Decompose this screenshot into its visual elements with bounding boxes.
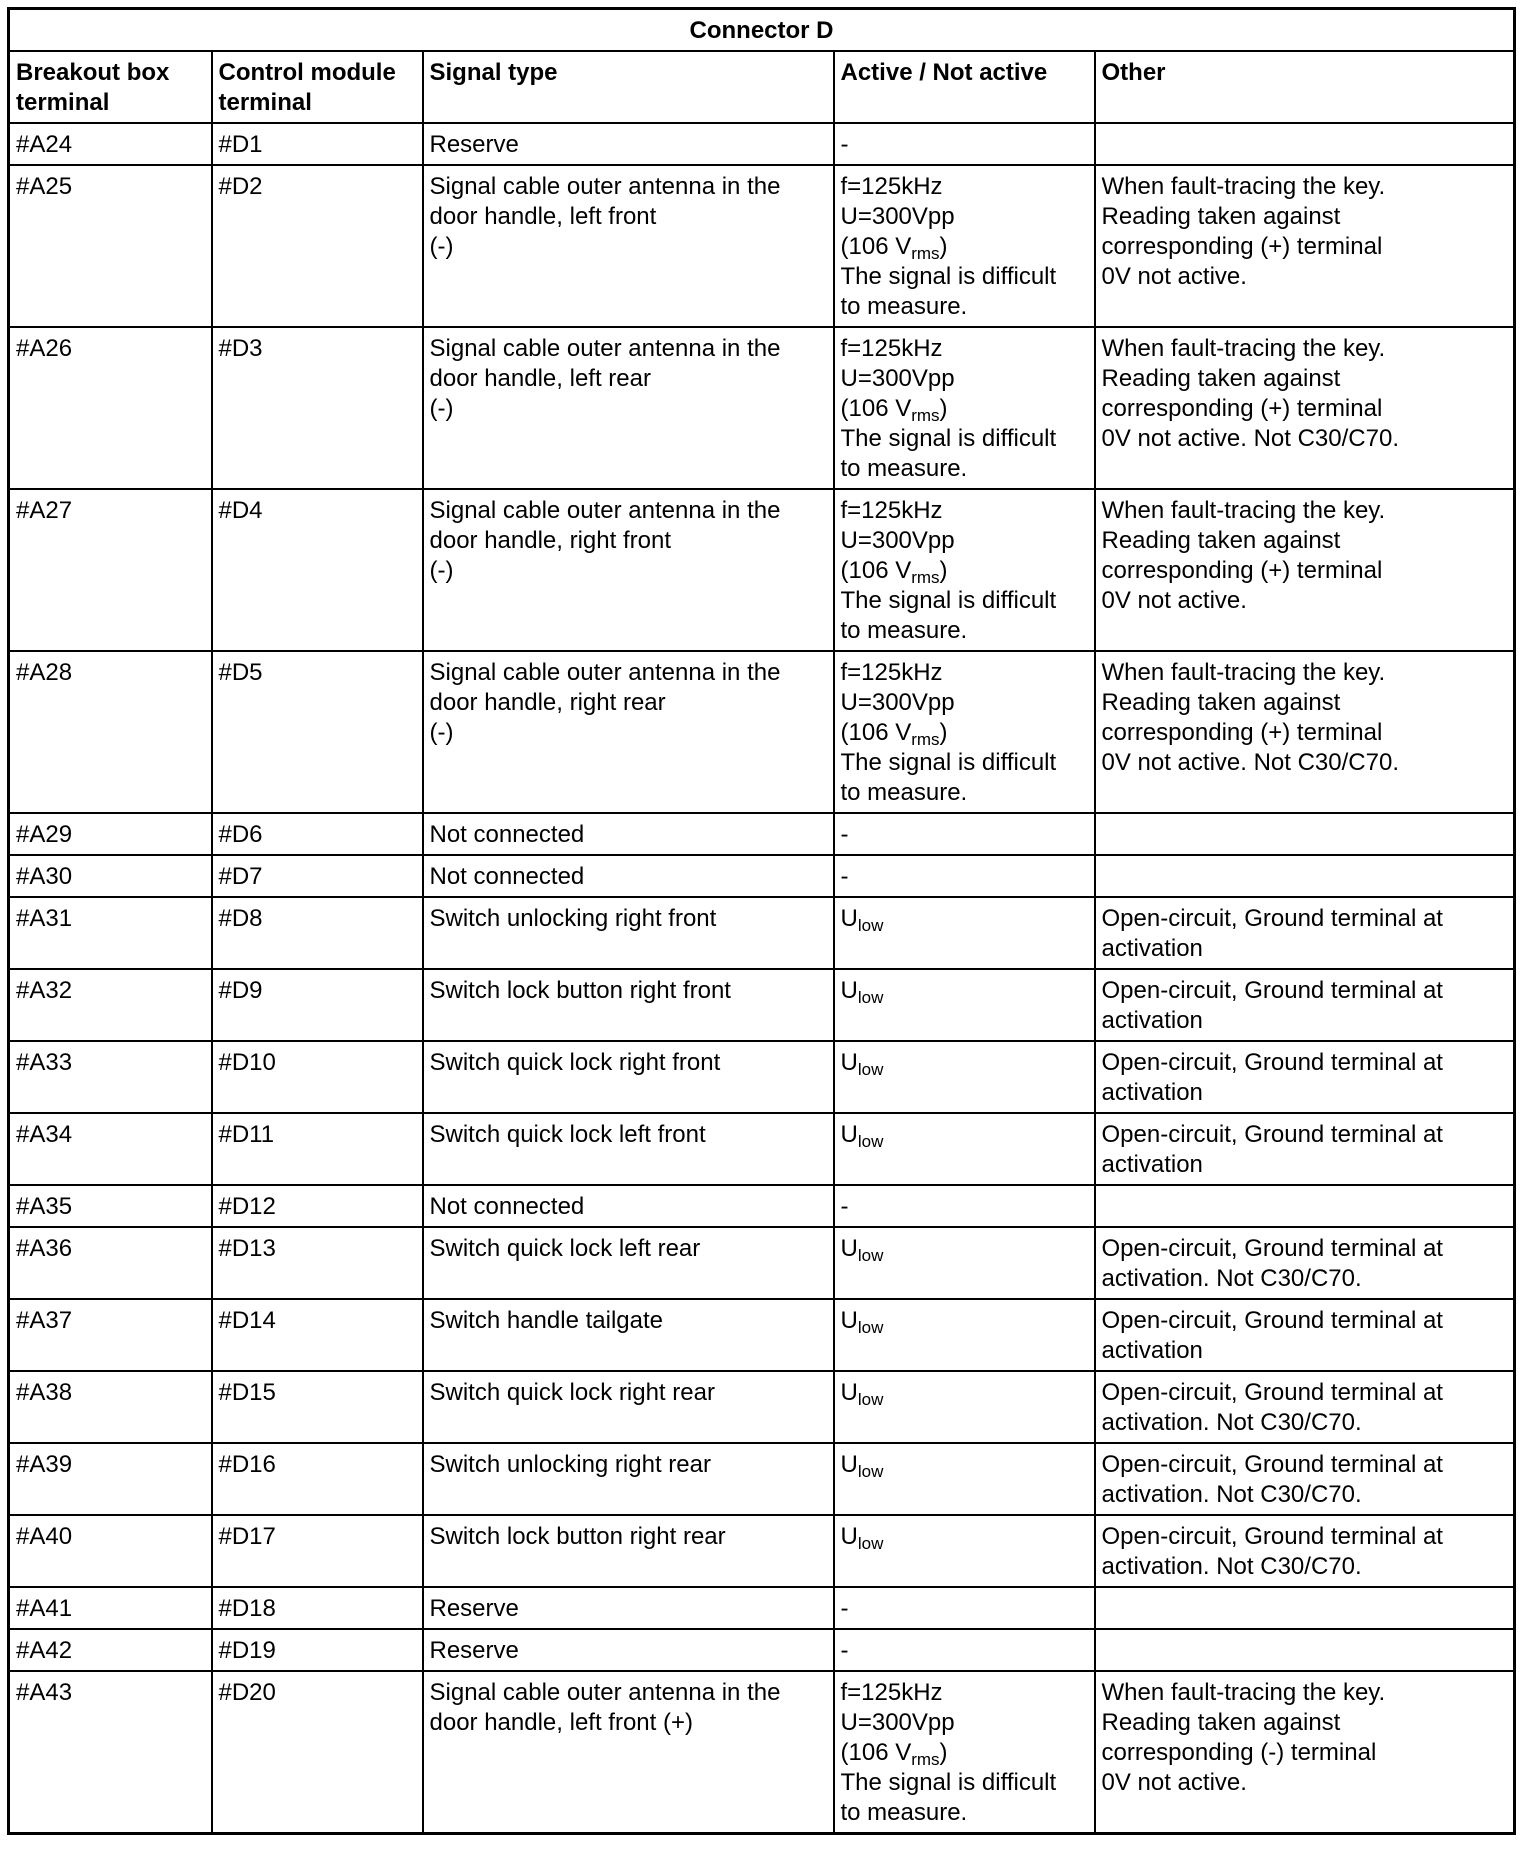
active-rms-line xyxy=(841,232,1088,262)
active-voltage-subscript: low xyxy=(857,1132,884,1151)
active-rms-subscript: rms xyxy=(911,244,940,263)
control-module-terminal: #D10 xyxy=(212,1041,423,1113)
active-state xyxy=(834,897,1095,969)
table-row xyxy=(9,1041,1515,1113)
active-state: - xyxy=(834,1185,1095,1227)
breakout-box-terminal: #A32 xyxy=(9,969,212,1041)
table-row xyxy=(9,1227,1515,1299)
table-row xyxy=(9,327,1515,489)
active-rms-close: ) xyxy=(939,1739,948,1766)
control-module-terminal: #D6 xyxy=(212,813,423,855)
other-notes: When fault-tracing the key. Reading taken against corresponding (+) terminal 0V not active. Not C30/C70. xyxy=(1095,651,1515,813)
signal-type: Signal cable outer antenna in the door handle, right rear (-) xyxy=(423,651,834,813)
signal-type: Not connected xyxy=(423,813,834,855)
signal-type: Not connected xyxy=(423,1185,834,1227)
other-notes: When fault-tracing the key. Reading taken against corresponding (-) terminal 0V not active. xyxy=(1095,1671,1515,1834)
signal-type: Signal cable outer antenna in the door handle, left rear (-) xyxy=(423,327,834,489)
active-line: to measure. xyxy=(840,617,968,644)
active-line: The signal is difficult xyxy=(840,263,1057,290)
table-row xyxy=(9,1185,1515,1227)
other-notes xyxy=(1095,123,1515,165)
active-voltage-subscript: low xyxy=(857,1060,884,1079)
breakout-box-terminal: #A34 xyxy=(9,1113,212,1185)
control-module-terminal: #D5 xyxy=(212,651,423,813)
active-rms-subscript: rms xyxy=(911,730,940,749)
active-rms-close: ) xyxy=(939,233,948,260)
active-voltage-subscript: low xyxy=(857,1390,884,1409)
active-state xyxy=(834,1371,1095,1443)
other-notes: Open-circuit, Ground terminal at activation xyxy=(1095,969,1515,1041)
active-line: The signal is difficult xyxy=(840,1769,1057,1796)
table-row xyxy=(9,165,1515,327)
signal-type: Switch quick lock right front xyxy=(423,1041,834,1113)
breakout-box-terminal: #A36 xyxy=(9,1227,212,1299)
breakout-box-terminal: #A39 xyxy=(9,1443,212,1515)
active-state: - xyxy=(834,813,1095,855)
active-state: - xyxy=(834,123,1095,165)
active-state xyxy=(834,1113,1095,1185)
table-row xyxy=(9,123,1515,165)
breakout-box-terminal: #A33 xyxy=(9,1041,212,1113)
breakout-box-terminal: #A24 xyxy=(9,123,212,165)
breakout-box-terminal: #A29 xyxy=(9,813,212,855)
connector-d-table xyxy=(7,7,1516,1835)
other-notes: Open-circuit, Ground terminal at activation. Not C30/C70. xyxy=(1095,1515,1515,1587)
active-voltage: U xyxy=(840,1049,858,1076)
active-voltage-subscript: low xyxy=(857,1534,884,1553)
other-notes: When fault-tracing the key. Reading taken against corresponding (+) terminal 0V not active. xyxy=(1095,489,1515,651)
active-voltage: U xyxy=(840,1235,858,1262)
active-voltage-subscript: low xyxy=(857,1318,884,1337)
active-rms-close: ) xyxy=(939,395,948,422)
active-state: - xyxy=(834,1587,1095,1629)
breakout-box-terminal: #A38 xyxy=(9,1371,212,1443)
table-row xyxy=(9,969,1515,1041)
signal-type: Switch unlocking right rear xyxy=(423,1443,834,1515)
control-module-terminal: #D9 xyxy=(212,969,423,1041)
breakout-box-terminal: #A28 xyxy=(9,651,212,813)
control-module-terminal: #D16 xyxy=(212,1443,423,1515)
active-rms-close: ) xyxy=(939,719,948,746)
active-voltage: U xyxy=(840,1523,858,1550)
column-header-control-module: Control module terminal xyxy=(212,51,423,123)
signal-type: Switch quick lock left front xyxy=(423,1113,834,1185)
active-rms-subscript: rms xyxy=(911,406,940,425)
active-rms-close: ) xyxy=(939,557,948,584)
other-notes: When fault-tracing the key. Reading taken against corresponding (+) terminal 0V not active. xyxy=(1095,165,1515,327)
control-module-terminal: #D18 xyxy=(212,1587,423,1629)
table-row xyxy=(9,651,1515,813)
active-rms-line xyxy=(841,1738,1088,1768)
table-row xyxy=(9,1515,1515,1587)
signal-type: Reserve xyxy=(423,1629,834,1671)
active-state xyxy=(834,1041,1095,1113)
active-line: to measure. xyxy=(840,455,968,482)
column-header-other: Other xyxy=(1095,51,1515,123)
active-line: The signal is difficult xyxy=(840,425,1057,452)
active-voltage: U xyxy=(840,1379,858,1406)
active-state xyxy=(834,489,1095,651)
active-line: f=125kHz xyxy=(840,335,943,362)
table-row xyxy=(9,1671,1515,1834)
signal-type: Switch handle tailgate xyxy=(423,1299,834,1371)
active-state xyxy=(834,969,1095,1041)
other-notes: When fault-tracing the key. Reading taken against corresponding (+) terminal 0V not active. Not C30/C70. xyxy=(1095,327,1515,489)
signal-type: Signal cable outer antenna in the door handle, right front (-) xyxy=(423,489,834,651)
breakout-box-terminal: #A41 xyxy=(9,1587,212,1629)
control-module-terminal: #D15 xyxy=(212,1371,423,1443)
other-notes xyxy=(1095,1587,1515,1629)
header-row xyxy=(9,51,1515,123)
control-module-terminal: #D3 xyxy=(212,327,423,489)
other-notes: Open-circuit, Ground terminal at activation. Not C30/C70. xyxy=(1095,1227,1515,1299)
other-notes xyxy=(1095,813,1515,855)
other-notes xyxy=(1095,855,1515,897)
control-module-terminal: #D13 xyxy=(212,1227,423,1299)
other-notes: Open-circuit, Ground terminal at activation. Not C30/C70. xyxy=(1095,1371,1515,1443)
signal-type: Signal cable outer antenna in the door handle, left front (+) xyxy=(423,1671,834,1834)
control-module-terminal: #D1 xyxy=(212,123,423,165)
active-line: U=300Vpp xyxy=(840,365,955,392)
active-rms-line xyxy=(841,718,1088,748)
table-body xyxy=(9,123,1515,1834)
active-state xyxy=(834,1515,1095,1587)
other-notes: Open-circuit, Ground terminal at activation xyxy=(1095,1299,1515,1371)
active-line: U=300Vpp xyxy=(840,203,955,230)
control-module-terminal: #D12 xyxy=(212,1185,423,1227)
table-row xyxy=(9,1587,1515,1629)
table-row xyxy=(9,489,1515,651)
active-state xyxy=(834,1443,1095,1515)
active-rms-value: (106 V xyxy=(840,395,912,422)
signal-type: Reserve xyxy=(423,123,834,165)
caption-row xyxy=(9,9,1515,52)
active-rms-value: (106 V xyxy=(840,1739,912,1766)
breakout-box-terminal: #A27 xyxy=(9,489,212,651)
breakout-box-terminal: #A30 xyxy=(9,855,212,897)
table-row xyxy=(9,1299,1515,1371)
breakout-box-terminal: #A26 xyxy=(9,327,212,489)
control-module-terminal: #D19 xyxy=(212,1629,423,1671)
other-notes: Open-circuit, Ground terminal at activation. Not C30/C70. xyxy=(1095,1443,1515,1515)
signal-type: Signal cable outer antenna in the door handle, left front (-) xyxy=(423,165,834,327)
control-module-terminal: #D14 xyxy=(212,1299,423,1371)
column-header-signal-type: Signal type xyxy=(423,51,834,123)
signal-type: Switch lock button right front xyxy=(423,969,834,1041)
active-state xyxy=(834,1227,1095,1299)
active-line: The signal is difficult xyxy=(840,749,1057,776)
active-line: to measure. xyxy=(840,779,968,806)
control-module-terminal: #D2 xyxy=(212,165,423,327)
signal-type: Not connected xyxy=(423,855,834,897)
table-row xyxy=(9,897,1515,969)
breakout-box-terminal: #A42 xyxy=(9,1629,212,1671)
active-line: U=300Vpp xyxy=(840,1709,955,1736)
control-module-terminal: #D4 xyxy=(212,489,423,651)
active-state xyxy=(834,1299,1095,1371)
active-voltage: U xyxy=(840,977,858,1004)
active-voltage: U xyxy=(840,1307,858,1334)
active-line: f=125kHz xyxy=(840,659,943,686)
table-title: Connector D xyxy=(9,9,1515,52)
table-row xyxy=(9,1371,1515,1443)
active-voltage-subscript: low xyxy=(857,916,884,935)
signal-type: Switch unlocking right front xyxy=(423,897,834,969)
active-line: U=300Vpp xyxy=(840,527,955,554)
other-notes: Open-circuit, Ground terminal at activation xyxy=(1095,897,1515,969)
signal-type: Switch quick lock left rear xyxy=(423,1227,834,1299)
table-row xyxy=(9,813,1515,855)
breakout-box-terminal: #A35 xyxy=(9,1185,212,1227)
other-notes: Open-circuit, Ground terminal at activation xyxy=(1095,1041,1515,1113)
breakout-box-terminal: #A43 xyxy=(9,1671,212,1834)
breakout-box-terminal: #A40 xyxy=(9,1515,212,1587)
active-voltage: U xyxy=(840,905,858,932)
control-module-terminal: #D8 xyxy=(212,897,423,969)
active-state xyxy=(834,651,1095,813)
signal-type: Switch quick lock right rear xyxy=(423,1371,834,1443)
active-line: to measure. xyxy=(840,293,968,320)
active-state xyxy=(834,165,1095,327)
breakout-box-terminal: #A31 xyxy=(9,897,212,969)
table-row xyxy=(9,1113,1515,1185)
control-module-terminal: #D20 xyxy=(212,1671,423,1834)
active-voltage-subscript: low xyxy=(857,988,884,1007)
column-header-active: Active / Not active xyxy=(834,51,1095,123)
signal-type: Switch lock button right rear xyxy=(423,1515,834,1587)
active-rms-subscript: rms xyxy=(911,1750,940,1769)
active-line: f=125kHz xyxy=(840,173,943,200)
active-rms-subscript: rms xyxy=(911,568,940,587)
active-state xyxy=(834,1671,1095,1834)
signal-type: Reserve xyxy=(423,1587,834,1629)
table-row xyxy=(9,1629,1515,1671)
active-state: - xyxy=(834,1629,1095,1671)
control-module-terminal: #D17 xyxy=(212,1515,423,1587)
active-state: - xyxy=(834,855,1095,897)
active-rms-value: (106 V xyxy=(840,719,912,746)
active-voltage-subscript: low xyxy=(857,1246,884,1265)
other-notes xyxy=(1095,1185,1515,1227)
active-voltage-subscript: low xyxy=(857,1462,884,1481)
other-notes xyxy=(1095,1629,1515,1671)
active-line: f=125kHz xyxy=(840,497,943,524)
active-rms-value: (106 V xyxy=(840,557,912,584)
active-line: The signal is difficult xyxy=(840,587,1057,614)
active-rms-line xyxy=(841,394,1088,424)
active-rms-value: (106 V xyxy=(840,233,912,260)
active-line: f=125kHz xyxy=(840,1679,943,1706)
control-module-terminal: #D11 xyxy=(212,1113,423,1185)
active-state xyxy=(834,327,1095,489)
table-row xyxy=(9,855,1515,897)
active-rms-line xyxy=(841,556,1088,586)
breakout-box-terminal: #A37 xyxy=(9,1299,212,1371)
breakout-box-terminal: #A25 xyxy=(9,165,212,327)
active-voltage: U xyxy=(840,1121,858,1148)
other-notes: Open-circuit, Ground terminal at activation xyxy=(1095,1113,1515,1185)
active-line: to measure. xyxy=(840,1799,968,1826)
active-voltage: U xyxy=(840,1451,858,1478)
active-line: U=300Vpp xyxy=(840,689,955,716)
column-header-breakout-box: Breakout box terminal xyxy=(9,51,212,123)
control-module-terminal: #D7 xyxy=(212,855,423,897)
table-row xyxy=(9,1443,1515,1515)
